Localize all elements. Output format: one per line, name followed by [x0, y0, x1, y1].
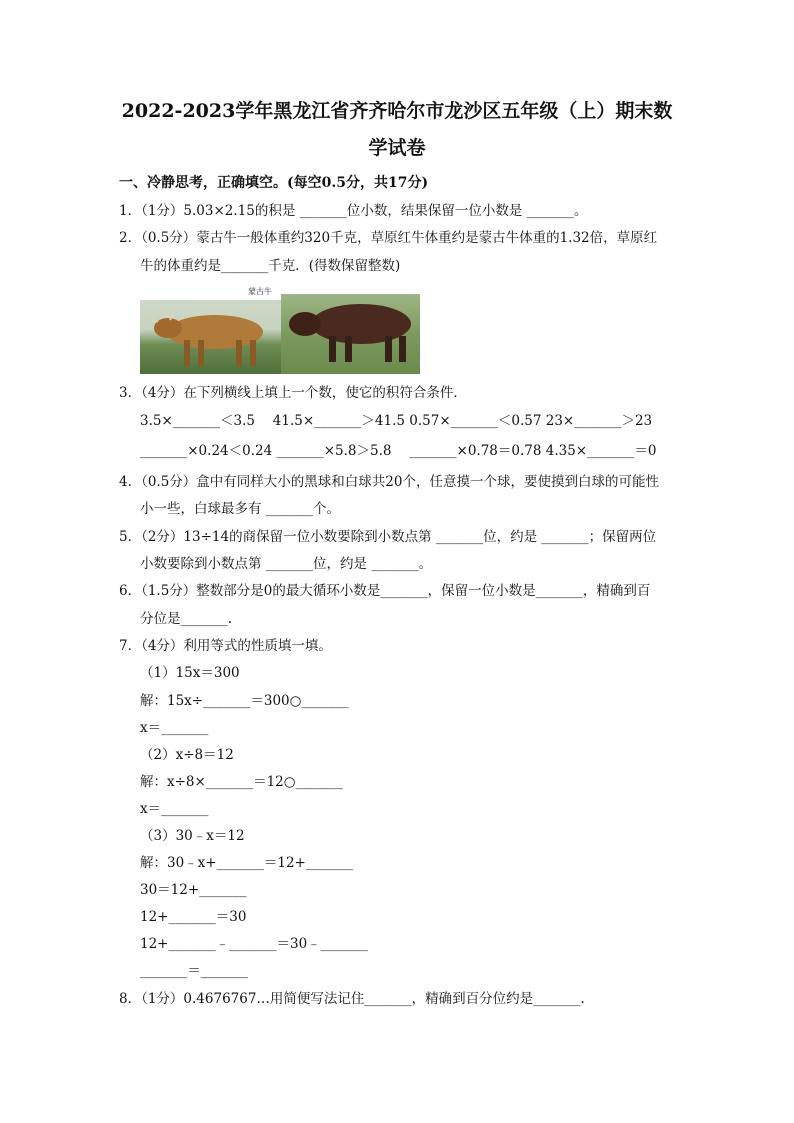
question-8: 8．（1分）0.4676767…用简便写法记住_______，精确到百分位约是_______. — [119, 991, 585, 1007]
question-3-line2: 3.5×_______＜3.5 41.5×_______＞41.5 0.57×_______＜0.57 23×_______＞23 — [140, 413, 653, 429]
question-7-part2-step1: 解：x÷8×_______＝12○_______ — [140, 774, 343, 790]
question-7-part1-step2: x＝_______ — [140, 720, 209, 736]
exam-title-line2: 学试卷 — [368, 137, 426, 159]
question-3-line1: 3．（4分）在下列横线上填上一个数，使它的积符合条件． — [119, 385, 467, 401]
question-7-part3-step3: 12+_______＝30 — [140, 909, 247, 925]
image-caption: 蒙古牛 — [248, 287, 272, 296]
question-7-part3-step4: 12+_______﹣_______＝30﹣_______ — [140, 936, 368, 952]
question-6-line2: 分位是_______. — [140, 611, 233, 627]
exam-title-line1: 2022-2023学年黑龙江省齐齐哈尔市龙沙区五年级（上）期末数 — [121, 100, 673, 122]
question-3-line3: _______×0.24＜0.24 _______×5.8＞5.8 _______×0.78＝0.78 4.35×_______＝0 — [140, 443, 657, 459]
question-5-line1: 5．（2分）13÷14的商保留一位小数要除到小数点第 _______位，约是 _______；保留两位 — [119, 529, 657, 545]
question-2-line1: 2．（0.5分）蒙古牛一般体重约320千克，草原红牛体重约是蒙古牛体重的1.32倍，草原红 — [119, 230, 658, 246]
question-7-part3-step5: _______＝_______ — [140, 963, 248, 979]
question-1: 1．（1分）5.03×2.15的积是 _______位小数，结果保留一位小数是 _______。 — [119, 203, 588, 219]
question-7-line1: 7．（4分）利用等式的性质填一填。 — [119, 638, 332, 654]
question-5-line2: 小数要除到小数点第 _______位，约是 _______。 — [140, 556, 433, 572]
question-7-part3: （3）30﹣x＝12 — [140, 828, 245, 844]
question-7-part1: （1）15x＝300 — [140, 665, 240, 681]
question-6-line1: 6．（1.5分）整数部分是0的最大循环小数是_______，保留一位小数是_______，精确到百 — [119, 583, 651, 599]
question-7-part3-step2: 30＝12+_______ — [140, 882, 247, 898]
question-7-part1-step1: 解：15x÷_______＝300○_______ — [140, 693, 349, 709]
question-7-part2: （2）x÷8＝12 — [140, 747, 234, 763]
mongolian-cattle-photo — [281, 294, 420, 374]
question-7-part3-step1: 解：30﹣x+_______＝12+_______ — [140, 855, 354, 871]
question-2-line2: 牛的体重约是_______千克．(得数保留整数) — [140, 258, 401, 274]
red-steppe-cattle-photo — [140, 300, 281, 374]
section-heading: 一、冷静思考，正确填空。(每空0.5分，共17分) — [119, 175, 429, 191]
cattle-photos — [140, 287, 420, 374]
question-4-line2: 小一些，白球最多有 _______个。 — [140, 501, 341, 517]
question-4-line1: 4．（0.5分）盒中有同样大小的黑球和白球共20个，任意摸一个球，要使摸到白球的可能性 — [119, 474, 659, 490]
question-7-part2-step2: x＝_______ — [140, 801, 209, 817]
